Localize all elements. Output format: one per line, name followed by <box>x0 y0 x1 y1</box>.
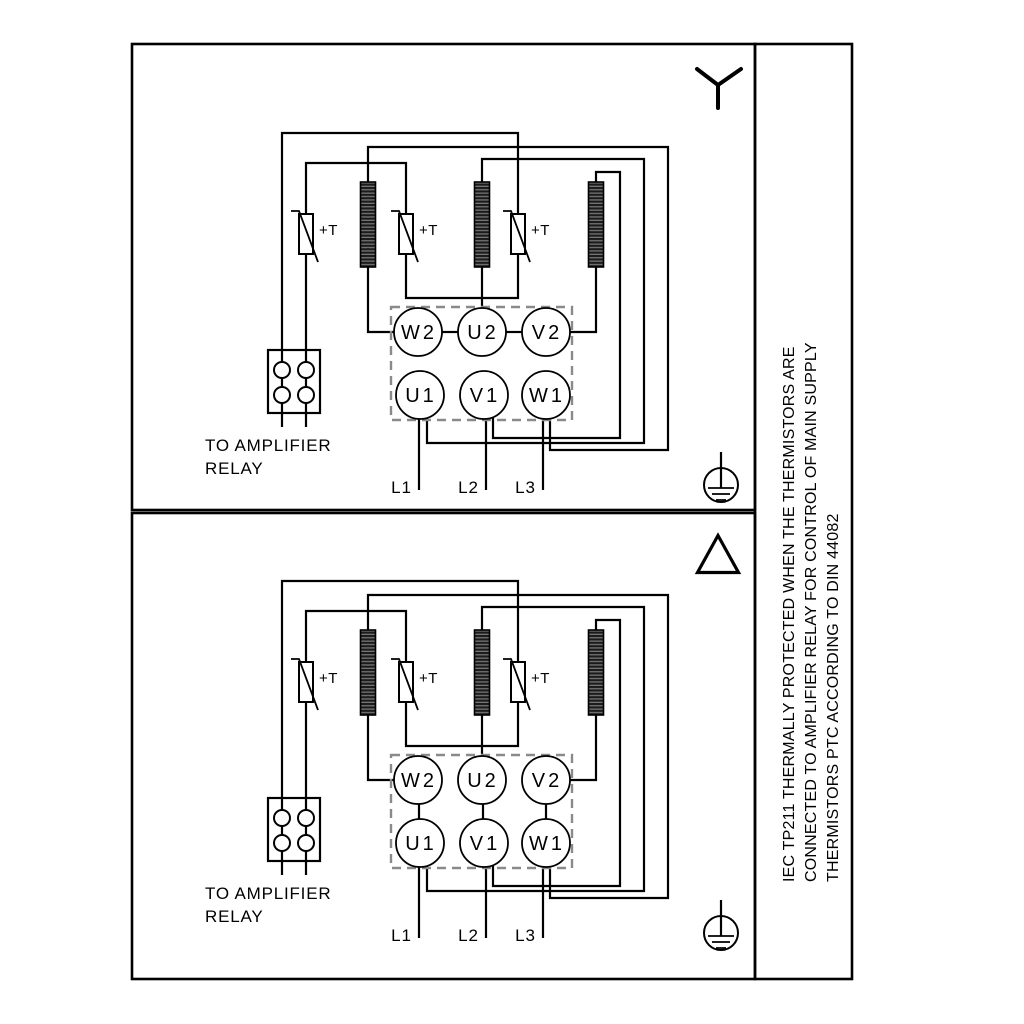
relay-pin <box>298 387 314 403</box>
thermistor-label: +T <box>531 222 550 239</box>
side-note-column <box>755 44 852 979</box>
relay-pin <box>274 387 290 403</box>
delta-symbol <box>698 536 739 573</box>
side-note-line2: CONNECTED TO AMPLIFIER RELAY FOR CONTROL OF MAIN SUPPLY <box>803 342 820 882</box>
terminal-label: W1 <box>529 385 565 407</box>
ground-symbol <box>704 452 738 502</box>
thermistor-label: +T <box>419 222 438 239</box>
wire-coil3-to-v2 <box>570 267 596 332</box>
terminal-label: U1 <box>405 385 437 407</box>
terminal-w2 <box>394 308 442 356</box>
thermistor-symbol-2 <box>391 211 438 262</box>
motor-circuit <box>205 133 738 502</box>
terminal-label: V1 <box>469 385 501 407</box>
terminal-label: U2 <box>467 322 499 344</box>
thermistor-symbol-3 <box>503 211 550 262</box>
relay-pin <box>298 362 314 378</box>
terminal-label: V2 <box>531 322 563 344</box>
supply-label-l2: L2 <box>458 478 479 497</box>
terminal-u2 <box>458 308 506 356</box>
panel-delta <box>132 513 755 979</box>
supply-label-l1: L1 <box>391 478 412 497</box>
star-symbol <box>697 69 741 108</box>
side-note-line1: IEC TP211 THERMALLY PROTECTED WHEN THE THERMISTORS ARE <box>781 346 798 882</box>
winding-coil-3 <box>589 182 604 267</box>
winding-coil-2 <box>475 182 490 267</box>
winding-coil-1 <box>361 182 376 267</box>
terminal-v1 <box>460 371 508 419</box>
thermistor-label: +T <box>319 222 338 239</box>
side-note-line3: THERMISTORS PTC ACCORDING TO DIN 44082 <box>825 513 842 882</box>
panel-star <box>132 44 755 510</box>
wire-thermistor2-thermistor3 <box>406 254 518 298</box>
supply-label-l3: L3 <box>515 478 536 497</box>
terminal-label: W2 <box>401 322 437 344</box>
relay-note-line2: RELAY <box>205 459 264 478</box>
relay-pin <box>274 362 290 378</box>
thermistor-symbol-1 <box>291 211 338 262</box>
terminal-w1 <box>522 371 570 419</box>
motor-circuit-copy <box>205 581 738 950</box>
wire-thermistor1-thermistor2 <box>306 163 406 214</box>
relay-note-line1: TO AMPLIFIER <box>205 436 332 455</box>
amplifier-relay-connector <box>268 350 320 413</box>
terminal-u1 <box>396 371 444 419</box>
terminal-v2 <box>522 308 570 356</box>
